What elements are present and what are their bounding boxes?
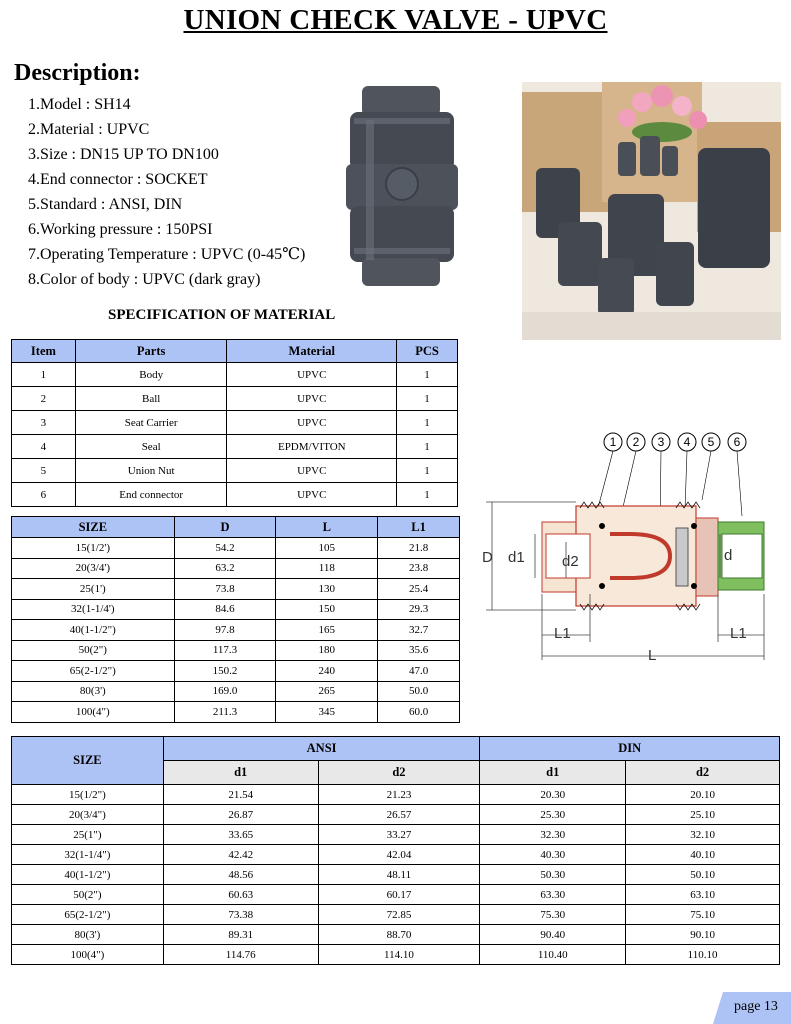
table-cell: 25.10 <box>626 805 780 825</box>
table-row <box>12 459 458 483</box>
table-cell: 114.10 <box>318 945 480 965</box>
table-cell: 21.8 <box>378 538 460 559</box>
table-cell: 32.30 <box>480 825 626 845</box>
page-number: page 13 <box>734 999 778 1014</box>
table-header-row <box>12 340 458 363</box>
table-cell: 3 <box>12 411 76 435</box>
table-cell: 35.6 <box>378 640 460 661</box>
table-cell: 21.54 <box>163 785 318 805</box>
size-dimension-table <box>11 516 460 723</box>
ansi-din-table <box>11 736 780 965</box>
table-cell: 25(1') <box>12 579 175 600</box>
table-cell: 50.0 <box>378 681 460 702</box>
table-cell: 50.10 <box>626 865 780 885</box>
table-cell: 60.63 <box>163 885 318 905</box>
table-cell: 75.30 <box>480 905 626 925</box>
table-header-cell: L1 <box>378 517 460 538</box>
description-item: 8.Color of body : UPVC (dark gray) <box>28 271 261 288</box>
table-cell: 32(1-1/4') <box>12 599 175 620</box>
table-cell: 100(4") <box>12 945 164 965</box>
table-header-cell: ANSI <box>163 737 480 761</box>
table-cell: 2 <box>12 387 76 411</box>
callout-label: 3 <box>657 435 665 449</box>
description-item: 3.Size : DN15 UP TO DN100 <box>28 146 219 163</box>
table-cell: 110.10 <box>626 945 780 965</box>
description-item: 7.Operating Temperature : UPVC (0-45℃) <box>28 246 306 263</box>
dimension-label-L1-left: L1 <box>554 625 571 642</box>
table-cell: 50.30 <box>480 865 626 885</box>
table-cell: 6 <box>12 483 76 507</box>
table-cell: 130 <box>276 579 378 600</box>
description-item: 4.End connector : SOCKET <box>28 171 208 188</box>
table-cell: 1 <box>397 363 458 387</box>
table-row <box>12 905 780 925</box>
table-cell: 1 <box>397 483 458 507</box>
table-cell: 240 <box>276 661 378 682</box>
description-item: 2.Material : UPVC <box>28 121 150 138</box>
table-row <box>12 483 458 507</box>
table-row <box>12 845 780 865</box>
table-cell: 73.8 <box>174 579 276 600</box>
table-row <box>12 805 780 825</box>
table-cell: UPVC <box>227 387 397 411</box>
table-cell: 150.2 <box>174 661 276 682</box>
table-cell: 20.10 <box>626 785 780 805</box>
table-cell: 42.42 <box>163 845 318 865</box>
table-cell: UPVC <box>227 459 397 483</box>
table-row <box>12 599 460 620</box>
table-cell: 48.11 <box>318 865 480 885</box>
table-cell: 180 <box>276 640 378 661</box>
table-row <box>12 661 460 682</box>
table-cell: 25.30 <box>480 805 626 825</box>
dimension-label-d1: d1 <box>508 549 525 566</box>
table-cell: 26.57 <box>318 805 480 825</box>
table-cell: Body <box>75 363 227 387</box>
table-cell: 97.8 <box>174 620 276 641</box>
callout-label: 5 <box>707 435 715 449</box>
table-cell: 40.30 <box>480 845 626 865</box>
table-row <box>12 558 460 579</box>
table-cell: 15(1/2") <box>12 785 164 805</box>
table-cell: 42.04 <box>318 845 480 865</box>
table-cell: 63.2 <box>174 558 276 579</box>
table-row <box>12 702 460 723</box>
table-cell: 73.38 <box>163 905 318 925</box>
table-cell: 29.3 <box>378 599 460 620</box>
table-cell: 110.40 <box>480 945 626 965</box>
table-cell: 40(1-1/2") <box>12 865 164 885</box>
table-row <box>12 538 460 559</box>
table-cell: 4 <box>12 435 76 459</box>
callout-label: 6 <box>733 435 741 449</box>
table-header-row <box>12 517 460 538</box>
table-header-cell: d1 <box>480 761 626 785</box>
table-header-cell: SIZE <box>12 737 164 785</box>
table-cell: Seat Carrier <box>75 411 227 435</box>
table-header-cell: d1 <box>163 761 318 785</box>
table-row <box>12 785 780 805</box>
table-cell: 25(1") <box>12 825 164 845</box>
table-cell: 117.3 <box>174 640 276 661</box>
table-cell: 265 <box>276 681 378 702</box>
dimension-label-L: L <box>648 647 657 664</box>
table-cell: 65(2-1/2") <box>12 905 164 925</box>
table-cell: 20(3/4') <box>12 558 175 579</box>
table-cell: 32(1-1/4") <box>12 845 164 865</box>
callout-label: 2 <box>632 435 640 449</box>
table-row <box>12 945 780 965</box>
table-cell: 1 <box>397 411 458 435</box>
table-cell: UPVC <box>227 363 397 387</box>
table-cell: 60.0 <box>378 702 460 723</box>
table-header-cell: Item <box>12 340 76 363</box>
dimension-label-d2: d2 <box>562 553 579 570</box>
table-header-cell: L <box>276 517 378 538</box>
table-cell: 20(3/4") <box>12 805 164 825</box>
table-cell: 63.30 <box>480 885 626 905</box>
dimension-label-D: D <box>482 549 493 566</box>
table-cell: 54.2 <box>174 538 276 559</box>
table-row <box>12 579 460 600</box>
description-item: 1.Model : SH14 <box>28 96 131 113</box>
valve-cross-section-diagram <box>480 430 780 670</box>
table-row <box>12 640 460 661</box>
table-cell: 89.31 <box>163 925 318 945</box>
specification-heading: SPECIFICATION OF MATERIAL <box>108 307 336 323</box>
table-header-cell: PCS <box>397 340 458 363</box>
table-cell: 1 <box>397 387 458 411</box>
description-item: 6.Working pressure : 150PSI <box>28 221 213 238</box>
table-row <box>12 411 458 435</box>
table-header-cell: D <box>174 517 276 538</box>
table-row <box>12 363 458 387</box>
table-cell: 63.10 <box>626 885 780 905</box>
table-row <box>12 865 780 885</box>
table-cell: Union Nut <box>75 459 227 483</box>
callout-label: 1 <box>609 435 617 449</box>
table-cell: 20.30 <box>480 785 626 805</box>
table-cell: 40.10 <box>626 845 780 865</box>
callout-markers <box>604 433 746 451</box>
table-cell: 211.3 <box>174 702 276 723</box>
valve-product-image <box>336 84 468 288</box>
table-cell: End connector <box>75 483 227 507</box>
table-cell: 80(3') <box>12 681 175 702</box>
table-cell: 60.17 <box>318 885 480 905</box>
table-cell: 1 <box>397 459 458 483</box>
table-header-row <box>12 737 780 761</box>
table-cell: 32.7 <box>378 620 460 641</box>
table-cell: UPVC <box>227 483 397 507</box>
table-cell: 40(1-1/2") <box>12 620 175 641</box>
table-cell: 33.27 <box>318 825 480 845</box>
dimension-label-L1-right: L1 <box>730 625 747 642</box>
table-cell: 50(2") <box>12 885 164 905</box>
table-cell: 88.70 <box>318 925 480 945</box>
table-row <box>12 925 780 945</box>
table-cell: 21.23 <box>318 785 480 805</box>
table-row <box>12 885 780 905</box>
table-cell: 1 <box>12 363 76 387</box>
table-cell: 90.10 <box>626 925 780 945</box>
table-cell: 47.0 <box>378 661 460 682</box>
table-header-cell: SIZE <box>12 517 175 538</box>
table-cell: 84.6 <box>174 599 276 620</box>
table-cell: 32.10 <box>626 825 780 845</box>
material-table <box>11 339 458 507</box>
table-cell: 90.40 <box>480 925 626 945</box>
table-row <box>12 435 458 459</box>
table-cell: 169.0 <box>174 681 276 702</box>
table-cell: 118 <box>276 558 378 579</box>
dimension-label-d: d <box>724 547 733 564</box>
table-header-cell: d2 <box>626 761 780 785</box>
table-header-cell: DIN <box>480 737 780 761</box>
table-cell: 100(4") <box>12 702 175 723</box>
table-cell: 1 <box>397 435 458 459</box>
table-cell: EPDM/VITON <box>227 435 397 459</box>
table-cell: 50(2") <box>12 640 175 661</box>
table-cell: 75.10 <box>626 905 780 925</box>
callout-label: 4 <box>683 435 691 449</box>
table-cell: 15(1/2') <box>12 538 175 559</box>
table-cell: 345 <box>276 702 378 723</box>
table-cell: 48.56 <box>163 865 318 885</box>
table-cell: Ball <box>75 387 227 411</box>
table-cell: 114.76 <box>163 945 318 965</box>
description-item: 5.Standard : ANSI, DIN <box>28 196 183 213</box>
table-row <box>12 387 458 411</box>
table-cell: 5 <box>12 459 76 483</box>
page-title: UNION CHECK VALVE - UPVC <box>183 4 608 36</box>
table-cell: 33.65 <box>163 825 318 845</box>
table-header-cell: d2 <box>318 761 480 785</box>
table-row <box>12 681 460 702</box>
table-cell: 105 <box>276 538 378 559</box>
table-cell: 26.87 <box>163 805 318 825</box>
table-cell: UPVC <box>227 411 397 435</box>
description-list <box>28 92 305 292</box>
table-header-cell: Parts <box>75 340 227 363</box>
table-cell: 72.85 <box>318 905 480 925</box>
table-cell: 80(3') <box>12 925 164 945</box>
table-cell: 65(2-1/2") <box>12 661 175 682</box>
table-cell: 165 <box>276 620 378 641</box>
table-cell: Seal <box>75 435 227 459</box>
table-cell: 25.4 <box>378 579 460 600</box>
table-cell: 23.8 <box>378 558 460 579</box>
description-heading: Description: <box>14 60 141 86</box>
table-row <box>12 620 460 641</box>
product-family-photo <box>522 82 781 340</box>
table-cell: 150 <box>276 599 378 620</box>
table-row <box>12 825 780 845</box>
table-header-cell: Material <box>227 340 397 363</box>
